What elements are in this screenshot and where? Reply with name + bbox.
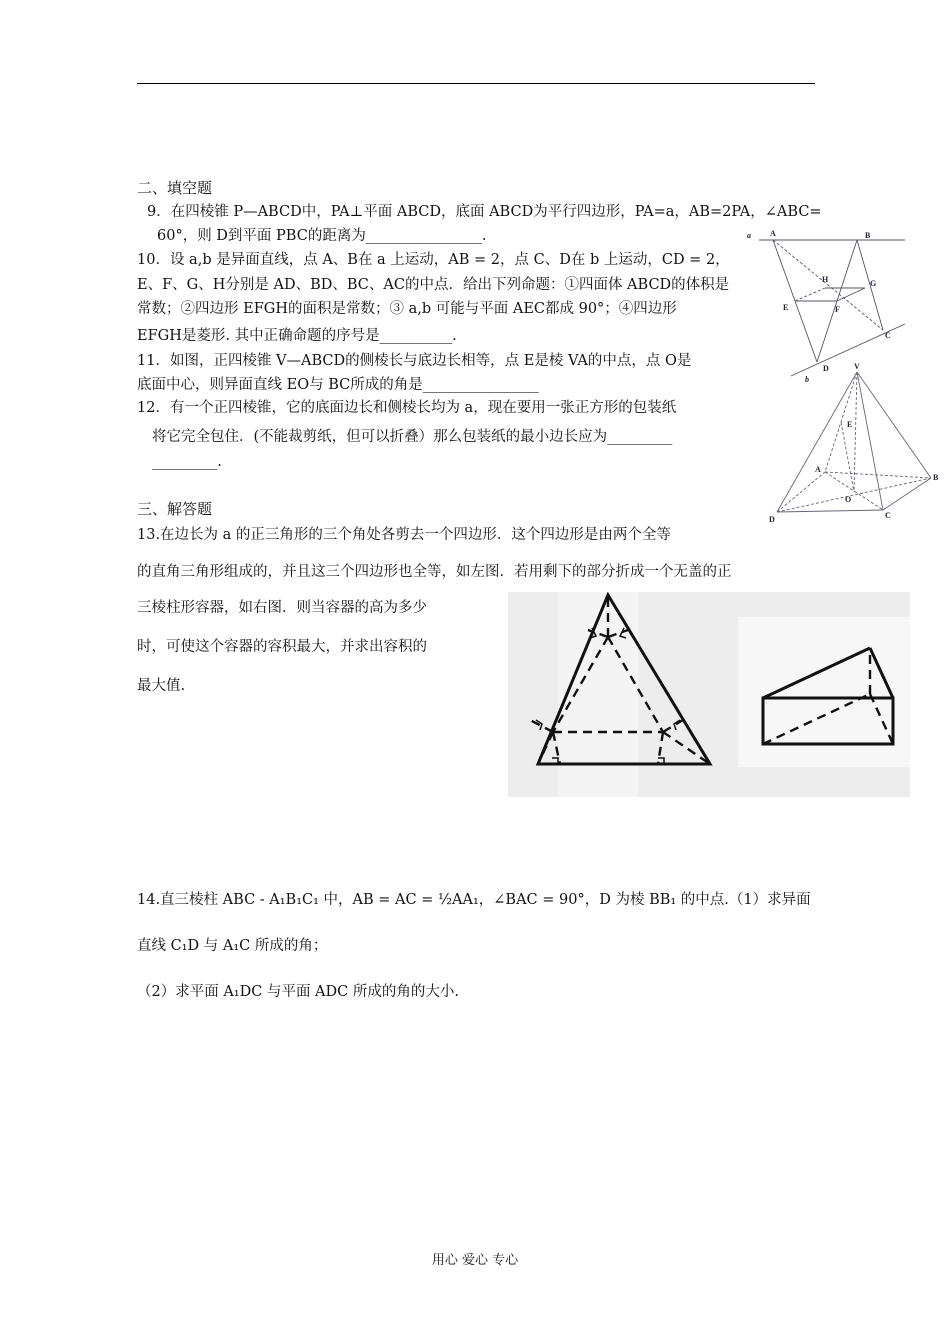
page-footer: 用心 爱心 专心	[431, 1253, 519, 1268]
q10-line4: EFGH是菱形. 其中正确命题的序号是__________.	[137, 328, 457, 344]
label-C: C	[885, 331, 891, 340]
q11-line1: 11．如图，正四棱锥 V—ABCD的侧棱长与底边长相等，点 E是棱 VA的中点，点 O是	[137, 353, 692, 369]
label-F: F	[835, 305, 840, 314]
q12-line3: _________.	[152, 454, 222, 470]
q10-line2: E、F、G、H分别是 AD、BD、BC、AC的中点．给出下列命题：①四面体 ABCD的体积是	[137, 277, 730, 293]
label-E: E	[783, 303, 789, 312]
label-V: V	[854, 362, 860, 371]
scanned-figure	[508, 592, 910, 797]
q11-line2: 底面中心，则异面直线 EO与 BC所成的角是________________	[137, 377, 539, 393]
label-D: D	[769, 515, 775, 524]
label-D: D	[823, 364, 829, 373]
edge-CB	[883, 478, 931, 510]
q14-line3: （2）求平面 A₁DC 与平面 ADC 所成的角的大小.	[137, 984, 459, 1000]
q9-line2: 60°，则 D到平面 PBC的距离为________________.	[157, 228, 487, 244]
edge-VB	[857, 372, 931, 478]
label-A: A	[770, 229, 776, 238]
q13-line2: 的直角三角形组成的，并且这三个四边形也全等，如左图．若用剩下的部分折成一个无盖的正	[137, 564, 732, 580]
q13-line1: 13.在边长为 a 的正三角形的三个角处各剪去一个四边形．这个四边形是由两个全等	[137, 527, 671, 543]
label-a: a	[747, 231, 751, 240]
label-E: E	[847, 420, 853, 429]
equilateral-triangle	[538, 595, 710, 764]
q13-line5: 最大值.	[137, 678, 186, 694]
label-b: b	[805, 375, 809, 384]
label-A: A	[815, 465, 821, 474]
label-B: B	[865, 231, 871, 240]
triangle-and-prism-drawing	[508, 592, 910, 797]
seg-EO	[841, 422, 854, 492]
seg-FG	[837, 288, 865, 301]
q12-line1: 12．有一个正四棱锥，它的底面边长和侧棱长均为 a，现在要用一张正方形的包装纸	[137, 400, 677, 416]
q14-line1: 14.直三棱柱 ABC - A₁B₁C₁ 中，AB = AC = ½AA₁，∠BAC = 90°，D 为棱 BB₁ 的中点.（1）求异面	[137, 892, 811, 908]
pyramid-figure	[765, 360, 943, 526]
edge-DC	[777, 510, 883, 512]
label-B: B	[933, 473, 939, 482]
label-O: O	[845, 495, 852, 504]
q9-line1: 9．在四棱锥 P—ABCD中，PA⊥平面 ABCD，底面 ABCD为平行四边形，PA=a，AB=2PA，∠ABC=	[147, 204, 822, 220]
fold-right	[608, 637, 663, 732]
header-rule	[137, 83, 815, 84]
right-angle-marks	[536, 628, 680, 764]
q12-line2: 将它完全包住．(不能裁剪纸，但可以折叠）那么包装纸的最小边长应为_________	[152, 429, 673, 445]
q14-line2: 直线 C₁D 与 A₁C 所成的角；	[137, 938, 328, 954]
q13-line3: 三棱柱形容器，如右图．则当容器的高为多少	[137, 600, 427, 616]
section-title-solve: 三、解答题	[137, 500, 213, 518]
q10-line1: 10．设 a,b 是异面直线，点 A、B在 a 上运动，AB = 2，点 C、D在 b 上运动，CD = 2，	[137, 252, 730, 268]
q13-line4: 时，可使这个容器的容积最大，并求出容积的	[137, 639, 427, 655]
section-title-fill-in: 二、填空题	[137, 179, 213, 197]
edge-AB	[825, 472, 931, 478]
label-H: H	[822, 275, 829, 284]
label-C: C	[885, 511, 891, 520]
fold-left	[553, 637, 608, 732]
seg-EH	[795, 288, 825, 301]
q10-line3: 常数；②四边形 EFGH的面积是常数；③ a,b 可能与平面 AEC都成 90°；④四边形	[137, 301, 677, 317]
edge-VC	[857, 372, 883, 510]
label-G: G	[870, 279, 877, 288]
edge-DA	[777, 472, 825, 512]
triangular-prism	[763, 648, 893, 744]
